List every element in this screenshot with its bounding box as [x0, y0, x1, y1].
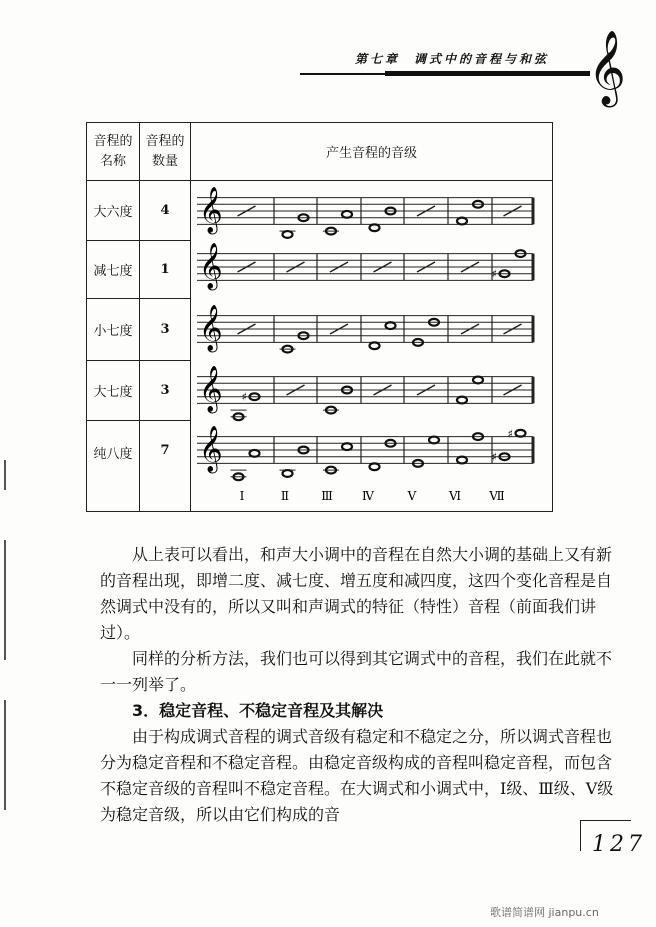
header-name-text: 音程的名称 — [93, 133, 133, 169]
body-text — [100, 542, 620, 828]
scan-edge — [4, 700, 6, 810]
interval-name: 减七度 — [87, 241, 140, 299]
watermark: 歌谱简谱网 jianpu.cn — [490, 906, 599, 919]
whole-note — [457, 457, 467, 464]
whole-note — [457, 397, 467, 404]
whole-note — [370, 224, 380, 231]
whole-note — [457, 218, 467, 225]
whole-note — [342, 443, 352, 450]
degree-label: Ⅶ — [489, 489, 505, 503]
sharp-icon: ♯ — [507, 427, 513, 441]
degree-label: Ⅰ — [239, 489, 245, 503]
sharp-icon: ♯ — [491, 450, 497, 464]
sharp-icon: ♯ — [491, 267, 497, 281]
scan-edge — [4, 540, 6, 660]
treble-clef-icon: 𝄞 — [199, 187, 223, 233]
interval-name: 大六度 — [87, 181, 140, 241]
interval-name: 小七度 — [87, 299, 140, 361]
treble-clef-icon: 𝄞 — [199, 243, 223, 289]
paragraph: 同样的分析方法，我们也可以得到其它调式中的音程，我们在此就不一一列举了。 — [100, 649, 613, 694]
sharp-icon: ♯ — [241, 390, 247, 404]
interval-name: 纯八度 — [87, 421, 140, 512]
whole-note — [473, 377, 483, 384]
whole-note — [283, 231, 293, 238]
degree-label: Ⅳ — [362, 489, 374, 503]
whole-note — [370, 342, 380, 349]
whole-note — [429, 437, 439, 444]
section-heading: 3．稳定音程、不稳定音程及其解决 — [132, 701, 384, 720]
treble-clef-icon: 𝄞 — [588, 31, 626, 105]
interval-count: 3 — [140, 299, 191, 361]
interval-count: 4 — [140, 181, 191, 241]
chapter-label: 第七章 — [355, 52, 401, 66]
paragraph: 从上表可以看出，和声大小调中的音程在自然大小调的基础上又有新的音程出现，即增二度、减七度、增五度和减四度，这四个变化音程是自然调式中没有的，所以又叫和声调式的特征（特性）音程（前面我们讲过）。 — [100, 545, 613, 642]
treble-clef-icon: 𝄞 — [199, 426, 223, 472]
interval-name: 大七度 — [87, 361, 140, 421]
header-count-text: 音程的数量 — [145, 133, 185, 169]
interval-count: 3 — [140, 361, 191, 421]
whole-note — [342, 211, 352, 218]
whole-note — [386, 322, 396, 329]
degree-label: Ⅵ — [448, 489, 462, 503]
degree-label: Ⅲ — [321, 489, 333, 503]
whole-note — [250, 450, 260, 457]
header-degrees: 产生音程的音级 — [191, 123, 553, 181]
paragraph: 由于构成调式音程的调式音级有稳定和不稳定之分，所以调式音程也分为稳定音程和不稳定音程。由稳定音级构成的音程叫稳定音程，而包含不稳定音级的音程叫不稳定音程。在大调式和小调式中，Ⅰ级、Ⅲ级、Ⅴ级为稳定音级，所以由它们构成的音 — [100, 727, 614, 824]
whole-note — [370, 463, 380, 470]
whole-note — [283, 470, 293, 477]
chapter-title: 调式中的音程与和弦 — [414, 52, 550, 66]
interval-count: 1 — [140, 241, 191, 299]
interval-count: 7 — [140, 421, 191, 512]
degree-label: Ⅴ — [407, 489, 417, 503]
page-number: 127 — [592, 832, 646, 857]
treble-clef-icon: 𝄞 — [199, 305, 223, 351]
whole-note — [516, 430, 526, 437]
degree-label: Ⅱ — [280, 489, 290, 503]
treble-clef-icon: 𝄞 — [199, 366, 223, 412]
